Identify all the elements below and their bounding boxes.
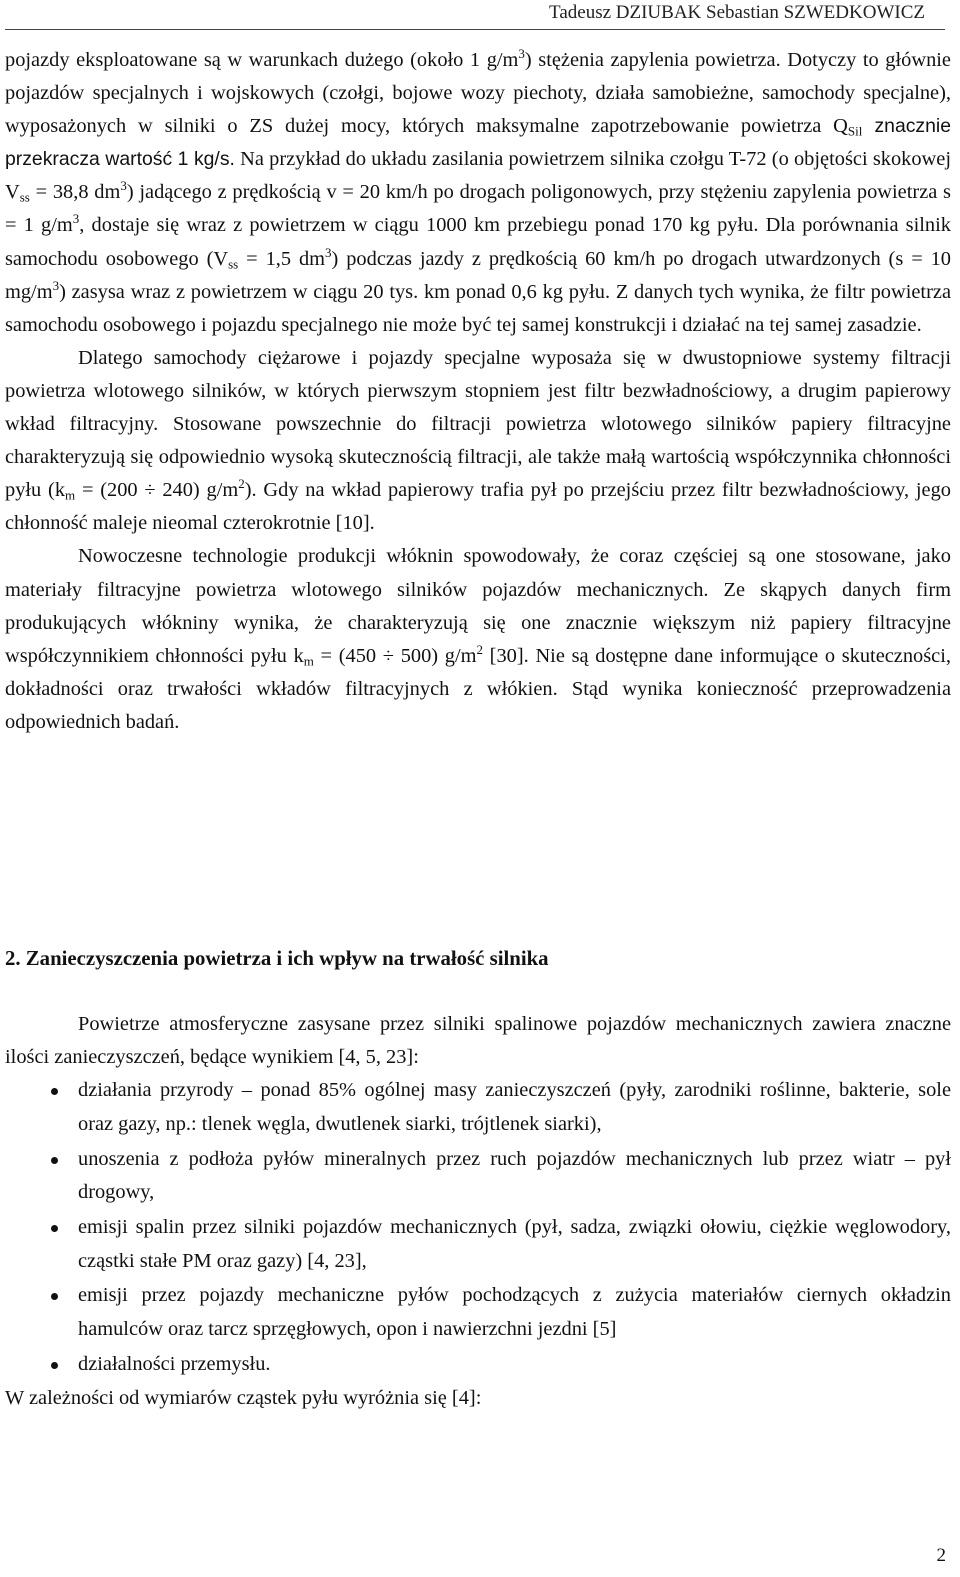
list-item-text: emisji przez pojazdy mechaniczne pyłów pochodzących z zużycia materiałów ciernych okładzin hamulców oraz tarcz sprzęgłowych, opon i nawierzchni jezdni [5] [78, 1284, 951, 1340]
text-run: ) zasysa wraz z powietrzem w ciągu 20 tys. km ponad 0,6 kg pyłu. Z danych tych wynika, że filtr powietrza samochodu osobowego i pojazdu specjalnego nie może być tej samej konstrukcji i działać na tej samej zasadzie. [5, 280, 951, 336]
list-item-text: unoszenia z podłoża pyłów mineralnych przez ruch pojazdów mechanicznych lub przez wiatr – pył drogowy, [78, 1147, 951, 1204]
text-run: Dlatego samochody ciężarowe i pojazdy specjalne wyposaża się w dwustopniowe systemy filtracji powietrza wlotowego silników, w których pierwszym stopniem jest filtr bezwładnościowy, a drugim papierowy wkład filtracyjny. Stosowane powszechnie do filtracji powietrza wlotowego silników papiery filtracyjne charakteryzują się odpowiednio wysoką skutecznością filtracji, ale także małą wartością współczynnika chłonności pyłu (k [5, 346, 951, 502]
list-item [5, 1143, 951, 1210]
paragraph-1 [5, 44, 951, 342]
running-header: Tadeusz DZIUBAK Sebastian SZWEDKOWICZ [549, 2, 925, 23]
subscript: m [65, 487, 76, 503]
bullet-icon [51, 1362, 58, 1369]
list-item [5, 1074, 951, 1141]
list-item [5, 1211, 951, 1278]
text-run: Nowoczesne technologie produkcji włóknin spowodowały, że coraz częściej są one stosowane, jako materiały filtracyjne powietrza wlotowego silników pojazdów mechanicznych. Ze skąpych danych firm produkujących włókniny wynika, że charakteryzują się one znacznie większym niż papiery filtracyjne współczynnikiem chłonności pyłu k [5, 545, 951, 667]
text-run: ). Gdy na wkład papierowy trafia pył po przejściu przez filtr bezwładnościowy, jego chłonność maleje nieomal czterokrotnie [10]. [5, 479, 951, 535]
text-run: Na przykład do układu zasilania powietrzem silnika czołgu T-72 (o objętości skokowej V [5, 148, 951, 204]
text-run: ) stężenia zapylenia powietrza. Dotyczy to głównie pojazdów specjalnych i wojskowych (czołgi, bojowe wozy piechoty, działa samobieżne, samochody specjalne), wyposażonych w silniki o ZS dużej mocy, których maksymalne zapotrzebowanie powietrza Q [5, 49, 951, 138]
bullet-icon [51, 1088, 58, 1095]
paragraph-2 [5, 342, 951, 541]
superscript: 2 [476, 641, 483, 657]
body-text [5, 44, 951, 739]
text-run: [30]. Nie są dostępne dane informujące o skuteczności, dokładności oraz trwałości wkładów filtracyjnych z włókien. Stąd wynika konieczność przeprowadzenia odpowiednich badań. [5, 644, 951, 733]
page-number: 2 [936, 1545, 946, 1566]
section-intro: Powietrze atmosferyczne zasysane przez silniki spalinowe pojazdów mechanicznych zawiera znaczne ilości zanieczyszczeń, będące wynikiem [4, 5, 23]: [5, 1013, 951, 1069]
text-run: ) jadącego z prędkością v = 20 km/h po drogach poligonowych, przy stężeniu zapylenia powietrza s = 1 g/m [5, 181, 951, 237]
paragraph-3 [5, 540, 951, 739]
section-body [5, 1008, 951, 1416]
list-item [5, 1348, 951, 1382]
text-run: znacznie przekracza wartość 1 kg/s. [5, 115, 951, 171]
closing-line: W zależności od wymiarów cząstek pyłu wyróżnia się [4]: [5, 1387, 482, 1410]
superscript: 3 [325, 244, 332, 260]
text-run: = (450 ÷ 500) g/m [313, 644, 477, 667]
superscript: 3 [52, 277, 60, 293]
text-run: = 1,5 dm [238, 247, 326, 270]
bullet-icon [51, 1157, 58, 1164]
bullet-icon [51, 1225, 58, 1232]
superscript: 3 [518, 45, 525, 61]
subscript: Sil [847, 123, 863, 139]
header-rule [5, 29, 945, 30]
list-item-text: działalności przemysłu. [78, 1352, 271, 1375]
list-item-text: działania przyrody – ponad 85% ogólnej masy zanieczyszczeń (pyły, zarodniki roślinne, bakterie, sole oraz gazy, np.: tlenek węgla, dwutlenek siarki, trójtlenek siarki), [78, 1079, 951, 1135]
text-run: pojazdy eksploatowane są w warunkach dużego (około 1 g/m [5, 49, 519, 71]
list-item [5, 1279, 951, 1346]
section-heading-wrapper [5, 942, 549, 975]
text-run: , dostaje się wraz z powietrzem w ciągu 1000 km przebiegu ponad 170 kg pyłu. Dla porównania silnik samochodu osobowego (V [5, 214, 951, 270]
subscript: m [303, 652, 314, 668]
bullet-list [5, 1074, 951, 1381]
text-run: = 38,8 dm [29, 181, 121, 204]
superscript: 3 [72, 211, 80, 227]
subscript: ss [228, 255, 239, 271]
superscript: 3 [120, 178, 127, 194]
bullet-icon [51, 1293, 58, 1300]
section-heading: 2. Zanieczyszczenia powietrza i ich wpływ na trwałość silnika [5, 947, 549, 970]
text-run: = (200 ÷ 240) g/m [75, 479, 239, 502]
subscript: ss [19, 189, 30, 205]
superscript: 2 [238, 476, 245, 492]
text-run: ) podczas jazdy z prędkością 60 km/h po drogach utwardzonych (s = 10 mg/m [5, 247, 952, 303]
list-item-text: emisji spalin przez silniki pojazdów mechanicznych (pył, sadza, związki ołowiu, ciężkie węglowodory, cząstki stałe PM oraz gazy) [4, 23], [78, 1215, 951, 1272]
